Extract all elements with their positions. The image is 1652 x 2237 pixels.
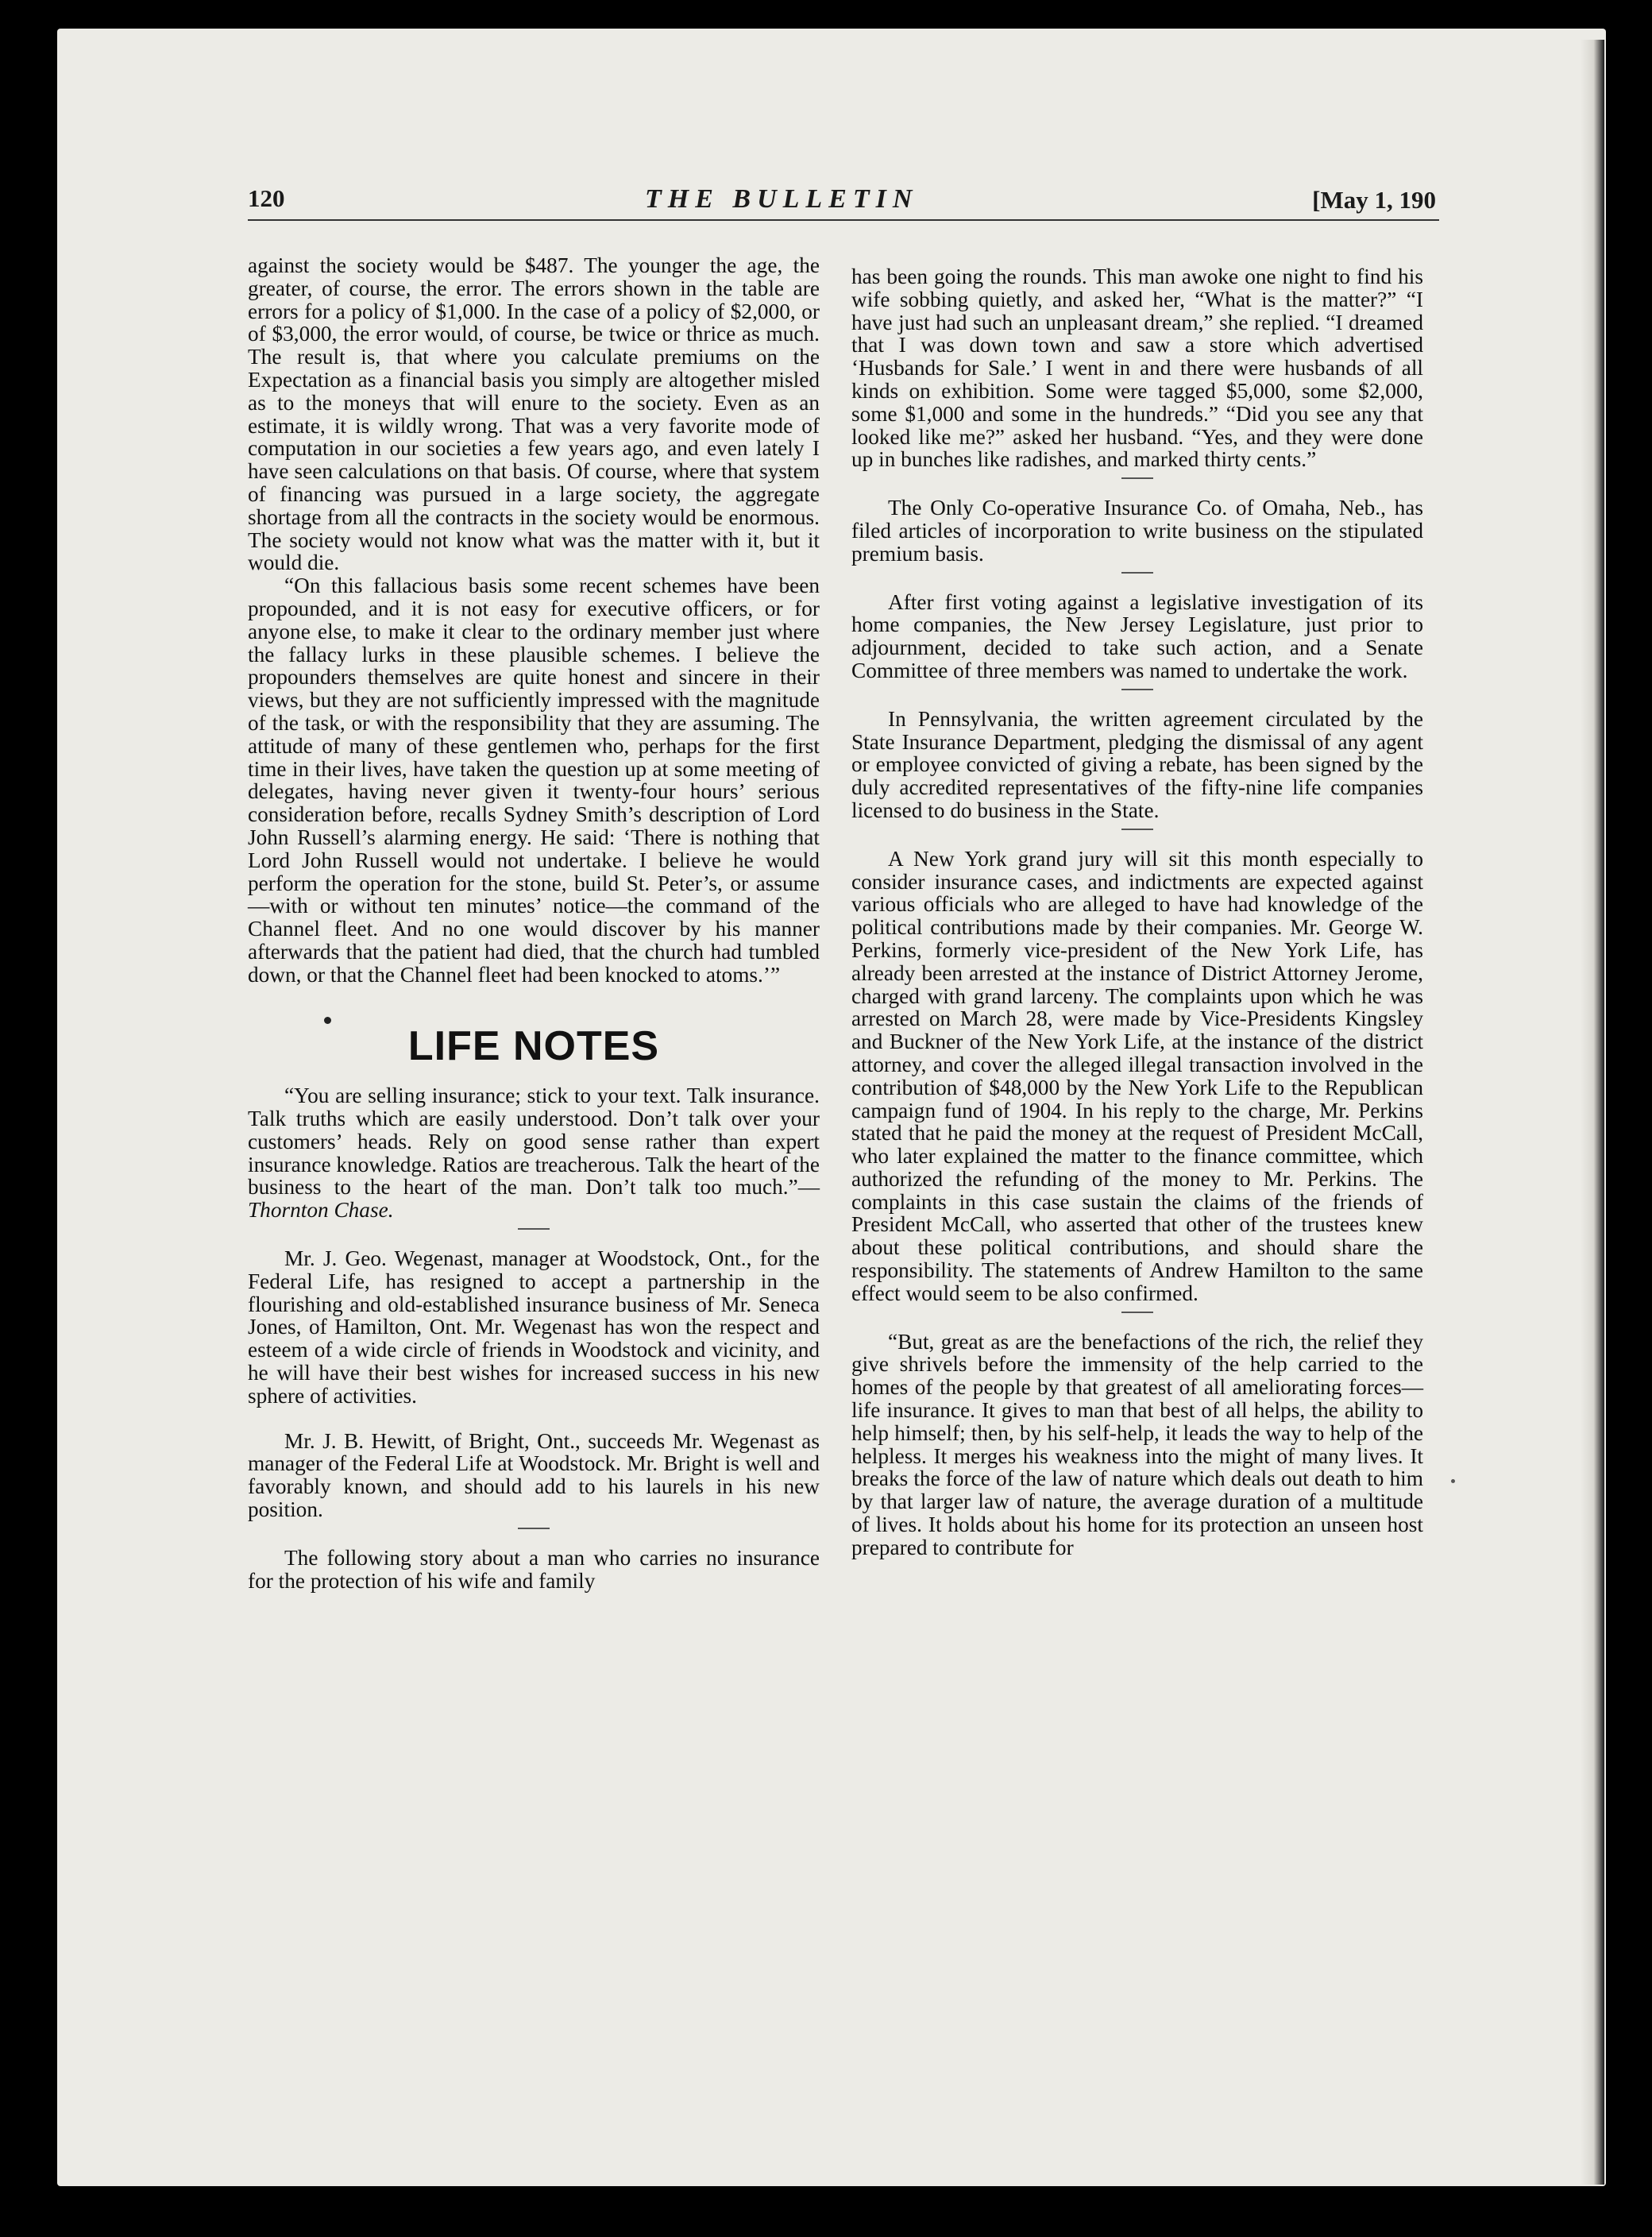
publication-title: THE BULLETIN xyxy=(645,184,919,214)
note-paragraph: Mr. J. B. Hewitt, of Bright, Ont., succeeds Mr. Wegenast as manager of the Federal Life at Woodstock. Mr. Bright is well and favorably known, and should add to his laurels in his new position. xyxy=(248,1428,820,1522)
separator-rule xyxy=(1121,829,1153,830)
issue-date: [May 1, 190 xyxy=(1312,186,1436,214)
ornament-dot xyxy=(324,1017,331,1024)
right-column xyxy=(851,265,1423,1559)
note-paragraph xyxy=(248,1084,820,1222)
separator-rule xyxy=(1121,572,1153,574)
separator-rule xyxy=(518,1228,550,1230)
quote-author: Thornton Chase. xyxy=(248,1198,394,1223)
note-paragraph: In Pennsylvania, the written agreement circulated by the State Insurance Department, pledging the dismissal of any agent or employee convicted of giving a rebate, has been signed by the duly accredited representatives of the fifty-nine life companies licensed to do business in the State. xyxy=(851,706,1423,822)
paragraph-gap xyxy=(248,1408,820,1430)
separator-rule xyxy=(1121,689,1153,690)
note-paragraph: has been going the rounds. This man awoke one night to find his wife sobbing quietly, and asked her, “What is the matter?” “I have just had such an unpleasant dream,” she replied. “I dreamed that I was down town and saw a store which advertised ‘Husbands for Sale.’ I went in and there were husbands of all kinds on exhibition. Some were tagged $5,000, some $2,000, some $1,000 and some in the hundreds.” “Did you see any that looked like me?” asked her husband. “Yes, and they were done up in bunches like radishes, and marked thirty cents.” xyxy=(851,265,1423,472)
separator-rule xyxy=(1121,477,1153,479)
section-heading: LIFE NOTES xyxy=(407,1022,660,1069)
header-rule xyxy=(248,219,1439,221)
note-paragraph: The following story about a man who carries no insurance for the protection of his wife and family xyxy=(248,1545,820,1593)
quoted-paragraph: “On this fallacious basis some recent schemes have been propounded, and it is not easy for executive officers, or for anyone else, to make it clear to the ordinary member just where the fallacy lurks in these plausible schemes. I believe the propounders themselves are quite honest and sincere in their views, but they are not sufficiently impressed with the magnitude of the task, or with the responsibility that they are assuming. The attitude of many of these gentlemen who, perhaps for the first time in their lives, have taken the question up at some meeting of delegates, having never given it twenty-four hours’ serious consideration before, recalls Sydney Smith’s description of Lord John Russell’s alarming energy. He said: ‘There is nothing that Lord John Russell would not undertake. I believe he would perform the operation for the stone, build St. Peter’s, or assume—with or without ten minutes’ notice—the command of the Channel fleet. And no one would discover by his manner afterwards that the patient had died, that the church had tumbled down, or that the Channel fleet had been knocked to atoms.’” xyxy=(248,574,820,987)
note-paragraph: “But, great as are the benefactions of the rich, the relief they give shrivels before the immensity of the help carried to the homes of the people by that greatest of all ameliorating forces—life insurance. It gives to man that best of all helps, the ability to help himself; then, by his self-help, it leads the way to help of the helpless. It merges his weakness into the might of many lives. It breaks the force of the law of nature which deals out death to him by that larger law of nature, the average duration of a multitude of lives. It holds about his home for its protection an unseen host prepared to contribute for xyxy=(851,1329,1423,1559)
separator-rule xyxy=(1121,1312,1153,1313)
running-header xyxy=(248,184,1436,221)
note-paragraph: Mr. J. Geo. Wegenast, manager at Woodstock, Ont., for the Federal Life, has resigned to accept a partnership in the flourishing and old-established insurance business of Mr. Seneca Jones, of Hamilton, Ont. Mr. Wegenast has won the respect and esteem of a wide circle of friends in Woodstock and vicinity, and he will have their best wishes for increased success in his new sphere of activities. xyxy=(248,1246,820,1408)
note-paragraph: The Only Co-operative Insurance Co. of Omaha, Neb., has filed articles of incorporation to write business on the stipulated premium basis. xyxy=(851,496,1423,566)
separator-rule xyxy=(518,1528,550,1529)
article-continuation: against the society would be $487. The younger the age, the greater, of course, the error. The errors shown in the table are errors for a policy of $1,000. In the case of a policy of $2,000, or of $3,000, the error would, of course, be twice or thrice as much. The result is, that where you calculate premiums on the Expectation as a financial basis you simply are altogether misled as to the moneys that will enure to the society. Even as an estimate, it is wildly wrong. That was a very favorite mode of computation in our societies a few years ago, and even lately I have seen calculations on that basis. Of course, where that system of financing was pursued in a large society, the aggregate shortage from all the contracts in the society would be enormous. The society would not know what was the matter with it, but it would die. xyxy=(248,253,820,575)
margin-mark xyxy=(1451,1479,1455,1483)
note-paragraph: A New York grand jury will sit this month especially to consider insurance cases, and indictments are expected against various officials who are alleged to have had knowledge of the political contributions made by their companies. Mr. George W. Perkins, formerly vice-president of the New York Life, has already been arrested at the instance of District Attorney Jerome, charged with grand larceny. The complaints upon which he was arrested on March 28, were made by Vice-Presidents Kingsley and Buckner of the New York Life, at the instance of the district attorney, and cover the alleged illegal transaction involved in the contribution of $48,000 by the New York Life to the Republican campaign fund of 1904. In his reply to the charge, Mr. Perkins stated that he paid the money at the request of President McCall, who later explained the matter to the finance committee, which authorized the refunding of the money to Mr. Perkins. The complaints in this case sustain the claims of the friends of President McCall, who asserted that other of the trustees knew about these political contributions, and should share the responsibility. The statements of Andrew Hamilton to the same effect would seem to be also confirmed. xyxy=(851,846,1423,1305)
note-paragraph: After first voting against a legislative investigation of its home companies, the New Jersey Legislature, just prior to adjournment, decided to take such action, and a Senate Committee of three members was named to undertake the work. xyxy=(851,589,1423,682)
quote-text: “You are selling insurance; stick to your text. Talk insurance. Talk truths which are easily understood. Don’t talk over your customers’ heads. Rely on good sense rather than expert insurance knowledge. Ratios are treacherous. Talk the heart of the business to the heart of the man. Don’t talk too much.”— xyxy=(248,1084,820,1200)
left-column xyxy=(248,254,820,1592)
page-number: 120 xyxy=(248,184,285,212)
page-edge-shadow xyxy=(1581,40,1604,2185)
